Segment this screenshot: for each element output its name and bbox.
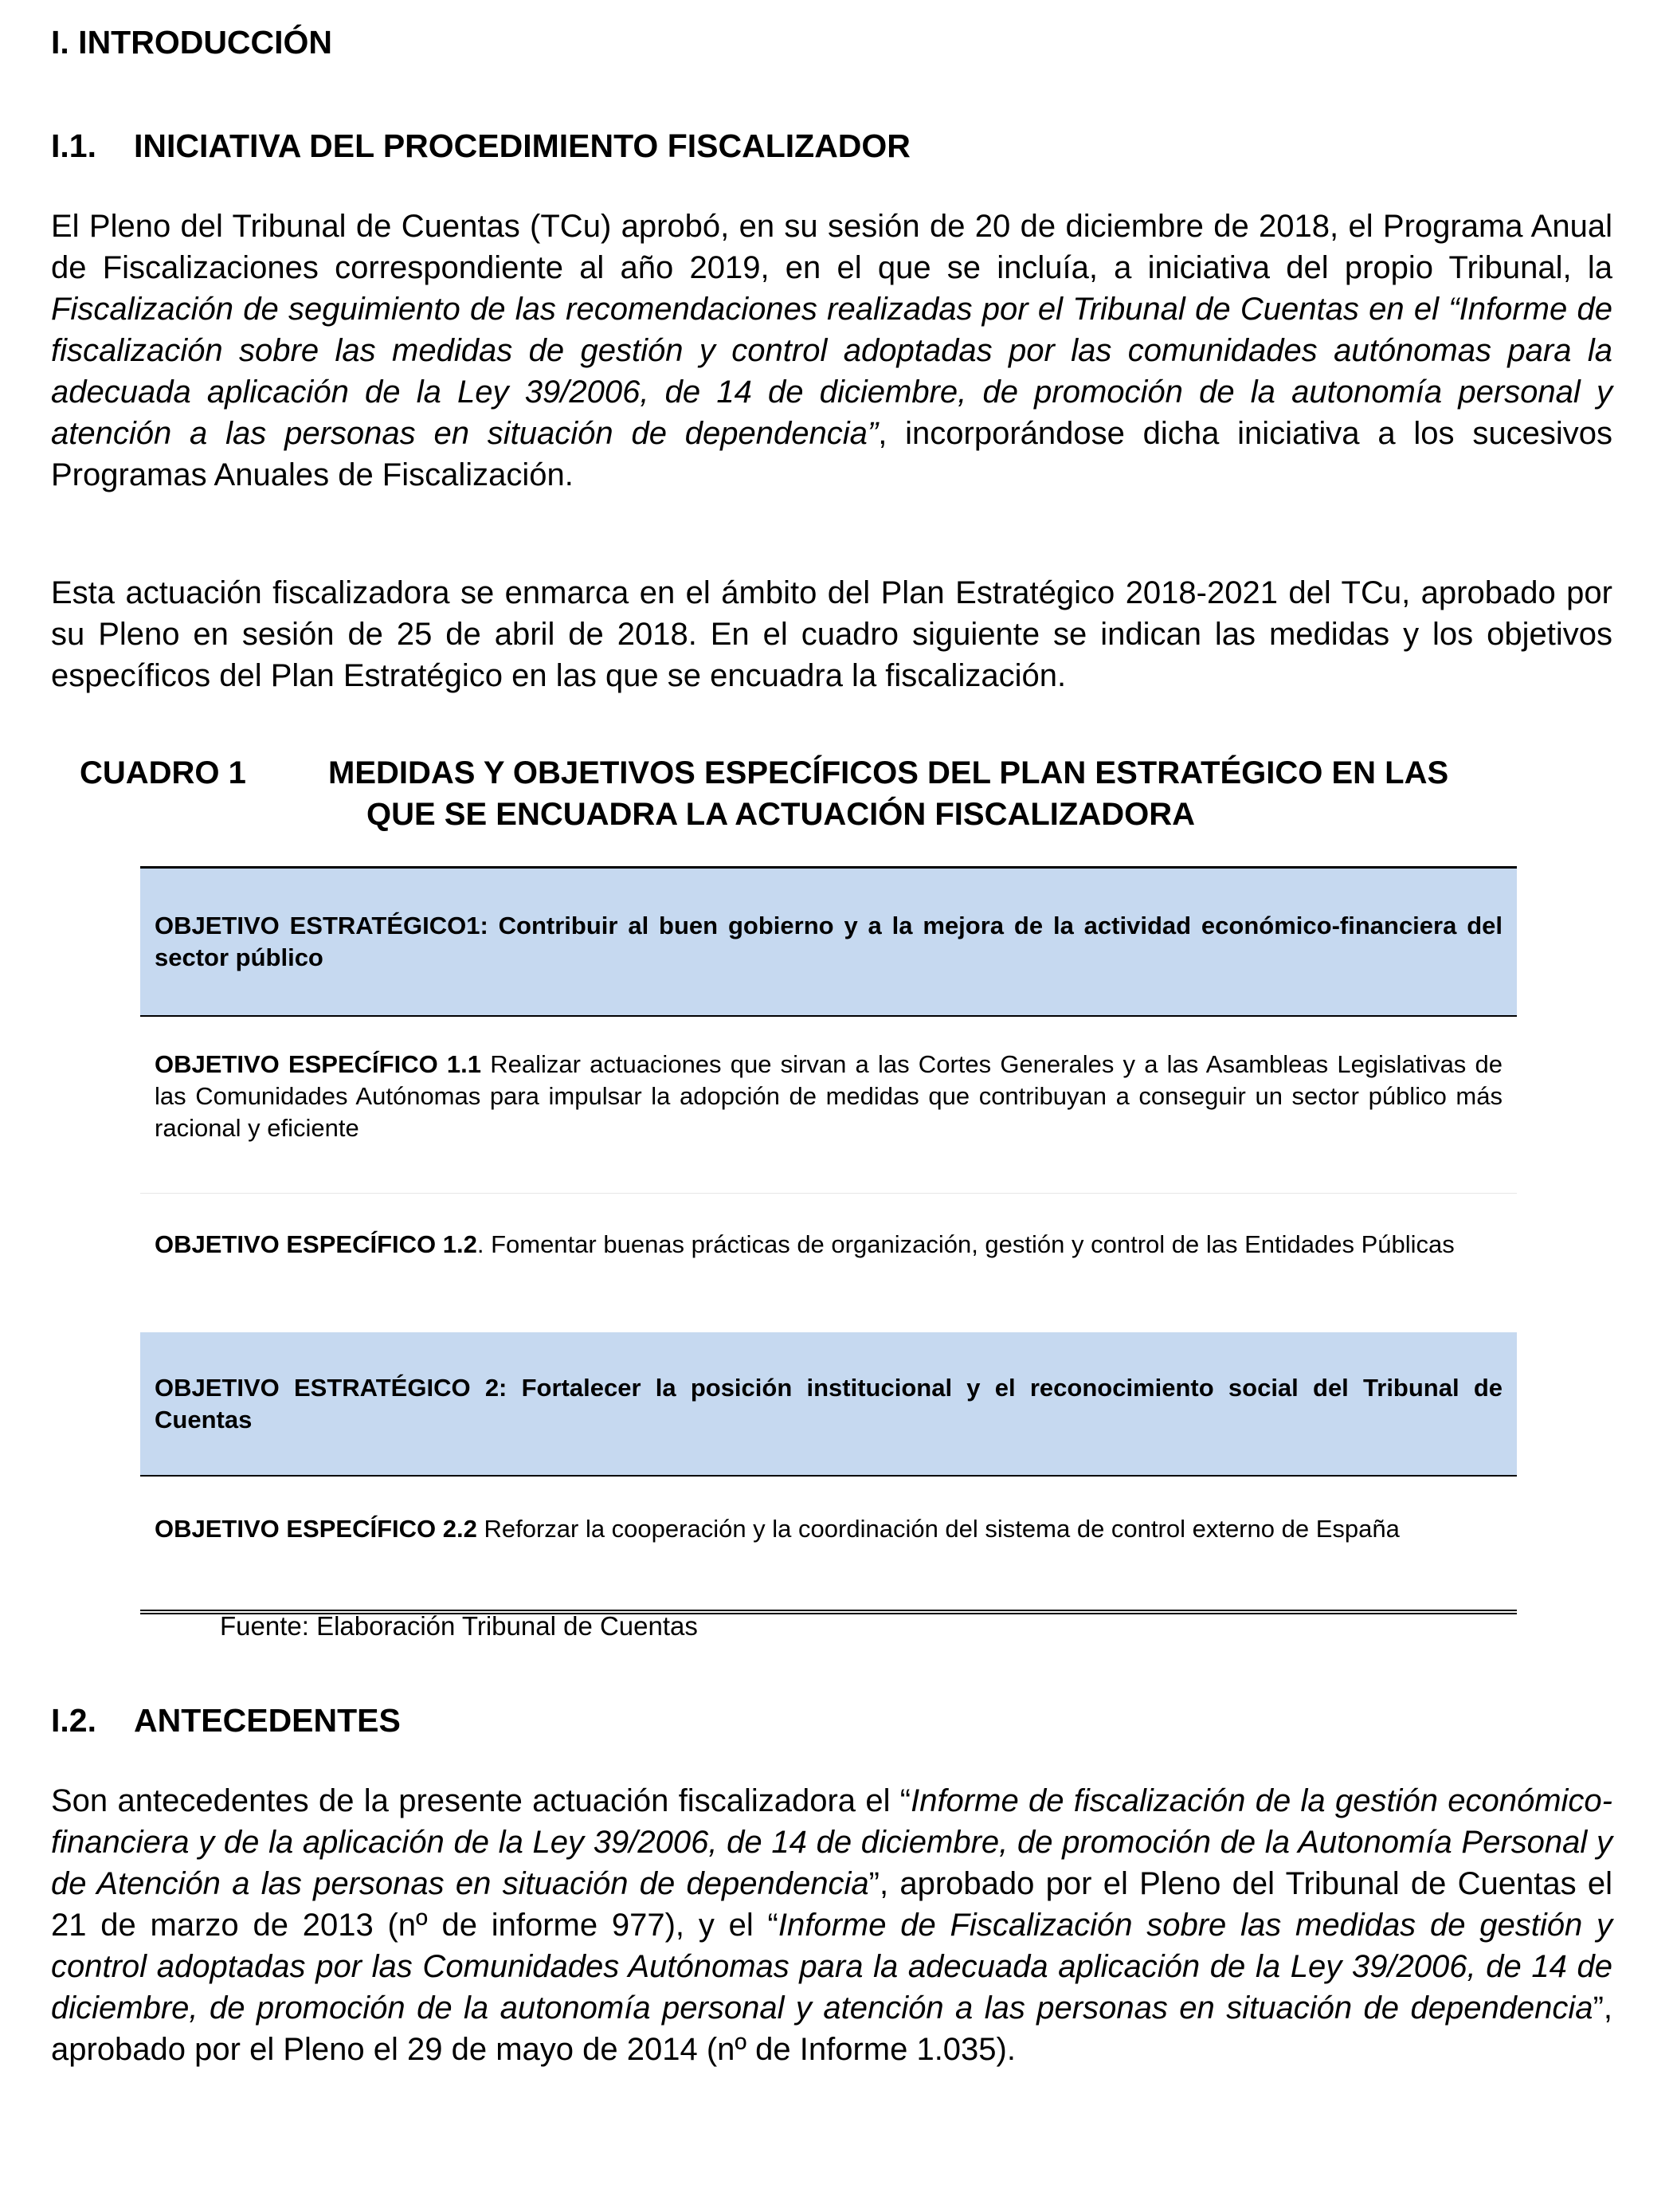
paragraph-initiative: [51, 206, 1612, 496]
table-caption-title-line1: MEDIDAS Y OBJETIVOS ESPECÍFICOS DEL PLAN ESTRATÉGICO EN LAS: [328, 755, 1449, 790]
paragraph-text: Son antecedentes de la presente actuación fiscalizadora el “: [51, 1783, 911, 1818]
table-row-strategic: [140, 869, 1517, 1017]
specific-objective-text: . Fomentar buenas prácticas de organización, gestión y control de las Entidades Públicas: [476, 1230, 1455, 1258]
specific-objective-label: OBJETIVO ESPECÍFICO 1.1: [155, 1050, 481, 1078]
specific-objective-label: OBJETIVO ESPECÍFICO 2.2: [155, 1515, 477, 1543]
paragraph-background: [51, 1780, 1612, 2070]
subsection-number: I.2.: [51, 1702, 96, 1739]
table-row-strategic: [140, 1332, 1517, 1477]
paragraph-italic-title: Informe de fiscalización de la gestión económico-financiera y de la aplicación de la Ley 39/2006, de 14 de diciembre, de promoción de la Autonomía Personal y de Atención a las personas en situación de dependencia: [51, 1783, 1612, 1901]
specific-objective-text: Reforzar la cooperación y la coordinación del sistema de control externo de España: [476, 1515, 1400, 1543]
subsection-title: INICIATIVA DEL PROCEDIMIENTO FISCALIZADOR: [134, 127, 911, 164]
specific-objective-text: Realizar actuaciones que sirvan a las Cortes Generales y a las Asambleas Legislativas de las Comunidades Autónomas para impulsar la adopción de medidas que contribuyan a conseguir un sector público más racional y eficiente: [155, 1050, 1503, 1142]
strategic-objective-text: OBJETIVO ESTRATÉGICO1: Contribuir al buen gobierno y a la mejora de la actividad económico-financiera del sector público: [155, 912, 1503, 971]
paragraph-text: El Pleno del Tribunal de Cuentas (TCu) aprobó, en su sesión de 20 de diciembre de 2018, el Programa Anual de Fiscalizaciones correspondiente al año 2019, en el que se incluía, a iniciativa del propio Tribunal, la: [51, 209, 1612, 285]
table-caption-title: [328, 752, 1673, 835]
paragraph-text: , incorporándose dicha iniciativa a los sucesivos Programas Anuales de Fiscalización.: [51, 416, 1612, 492]
table-caption-label: CUADRO 1: [80, 755, 246, 790]
table-caption-title-line2: QUE SE ENCUADRA LA ACTUACIÓN FISCALIZADORA: [366, 797, 1195, 832]
subsection-heading-1: [51, 127, 911, 165]
subsection-title: ANTECEDENTES: [134, 1702, 401, 1739]
table-source: Fuente: Elaboración Tribunal de Cuentas: [220, 1611, 698, 1641]
table-row-specific: [140, 1194, 1517, 1332]
paragraph-italic-title: Fiscalización de seguimiento de las recomendaciones realizadas por el Tribunal de Cuentas en el “Informe de fiscalización sobre las medidas de gestión y control adoptadas por las comunidades autónomas para la adecuada aplicación de la Ley 39/2006, de 14 de diciembre, de promoción de la autonomía personal y atención a las personas en situación de dependencia”: [51, 292, 1612, 451]
specific-objective-label: OBJETIVO ESPECÍFICO 1.2: [155, 1230, 477, 1258]
paragraph-strategic-plan: Esta actuación fiscalizadora se enmarca en el ámbito del Plan Estratégico 2018-2021 del TCu, aprobado por su Pleno en sesión de 25 de abril de 2018. En el cuadro siguiente se indican las medidas y los objetivos específicos del Plan Estratégico en las que se encuadra la fiscalización.: [51, 575, 1612, 693]
paragraph-italic-title: Informe de Fiscalización sobre las medidas de gestión y control adoptadas por las Comunidades Autónomas para la adecuada aplicación de la Ley 39/2006, de 14 de diciembre, de promoción de la autonomía personal y atención a las personas en situación de dependencia: [51, 1908, 1613, 2026]
subsection-number: I.1.: [51, 127, 96, 164]
strategic-objective-text: OBJETIVO ESTRATÉGICO 2: Fortalecer la posición institucional y el reconocimiento social del Tribunal de Cuentas: [155, 1373, 1503, 1433]
table-row-specific: [140, 1017, 1517, 1194]
paragraph-text: ”, aprobado por el Pleno del Tribunal de Cuentas el 21 de marzo de 2013 (nº de informe 977), y el “: [51, 1866, 1612, 1943]
subsection-heading-2: [51, 1702, 401, 1739]
paragraph-text: ”, aprobado por el Pleno el 29 de mayo de 2014 (nº de Informe 1.035).: [51, 1990, 1612, 2067]
table-row-specific: [140, 1477, 1517, 1614]
objectives-table: [140, 866, 1517, 1614]
section-title: I. INTRODUCCIÓN: [51, 24, 333, 61]
